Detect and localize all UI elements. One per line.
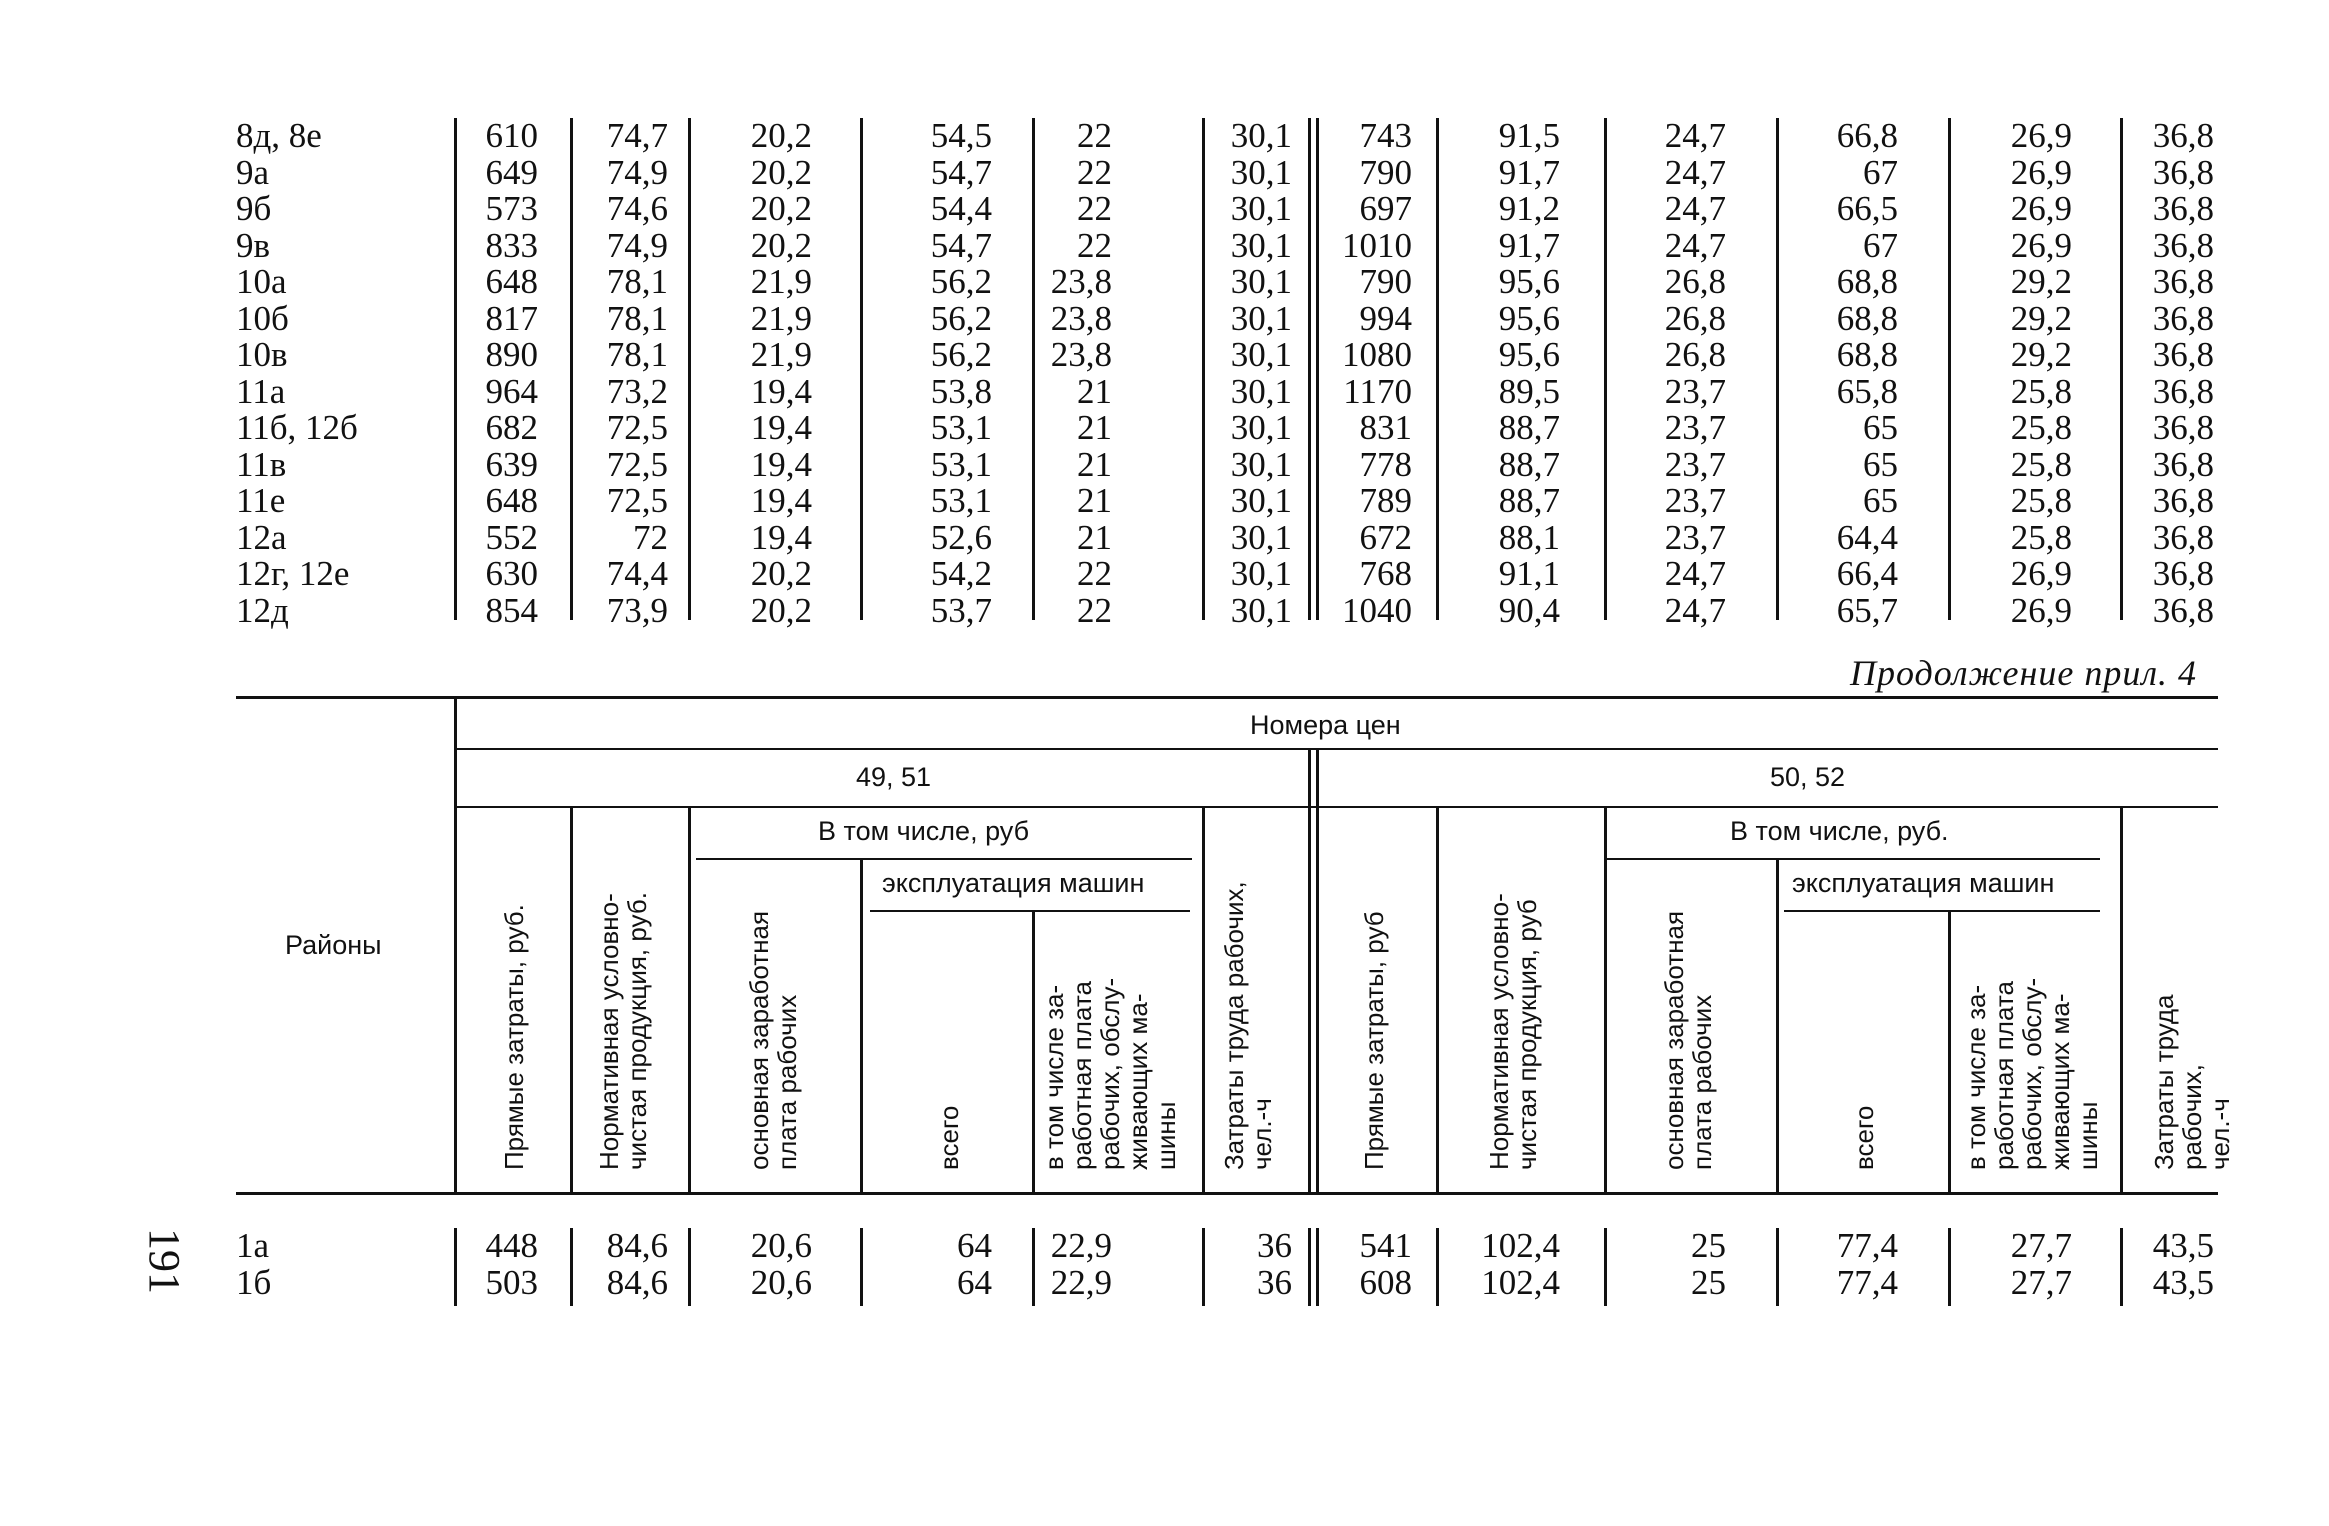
- top-row-cell: 22: [1077, 554, 1112, 593]
- top-row-cell: 26,8: [1664, 298, 1726, 338]
- top-row-cell: 697: [1359, 189, 1412, 228]
- top-row-cell: 994: [1359, 298, 1412, 338]
- column-rule: [1316, 1228, 1319, 1306]
- top-row-cell: 30,1: [1230, 517, 1292, 557]
- rule: [456, 748, 2218, 750]
- top-row-cell: 29,2: [2010, 298, 2072, 338]
- top-row-cell: 20,2: [750, 554, 812, 593]
- top-row-cell: 65,8: [1836, 371, 1898, 411]
- top-row-cell: 72,5: [606, 481, 668, 520]
- top-row-cell: 648: [485, 262, 538, 301]
- column-rule: [1604, 118, 1607, 620]
- top-row-cell: 789: [1359, 481, 1412, 520]
- top-row-cell: 24,7: [1664, 152, 1726, 192]
- top-row-cell: 26,8: [1664, 262, 1726, 301]
- top-row-cell: 833: [485, 225, 538, 265]
- regions-heading: Районы: [285, 930, 382, 960]
- header-bottom-rule: [236, 1192, 2218, 1195]
- header-column-rule: [2120, 806, 2123, 1192]
- bottom-row-cell: 20,6: [750, 1226, 812, 1265]
- top-row-cell: 22: [1077, 225, 1112, 265]
- top-row-cell: 54,2: [930, 554, 992, 593]
- top-row-cell: 36,8: [2152, 554, 2214, 593]
- top-row-cell: 21,9: [750, 262, 812, 301]
- bottom-row-cell: 503: [485, 1262, 538, 1302]
- header-column-rule: [1202, 806, 1205, 1192]
- header-column-rule: [1604, 806, 1607, 1192]
- column-rule: [1948, 118, 1951, 620]
- top-row-region: 11а: [236, 371, 286, 411]
- top-row-cell: 78,1: [606, 298, 668, 338]
- top-row-cell: 639: [485, 444, 538, 484]
- bottom-row-cell: 25: [1691, 1226, 1726, 1265]
- top-row-cell: 53,1: [930, 444, 992, 484]
- top-row-cell: 72,5: [606, 408, 668, 447]
- top-row-region: 11б, 12б: [236, 408, 358, 447]
- rule: [456, 806, 2218, 808]
- column-rule: [1202, 1228, 1205, 1306]
- top-row-cell: 36,8: [2152, 590, 2214, 630]
- top-row-cell: 790: [1359, 152, 1412, 192]
- top-row-cell: 30,1: [1230, 444, 1292, 484]
- normative-left: Нормативная условно- чистая продукция, руб.: [594, 892, 652, 1170]
- machines-left-heading: эксплуатация машин: [882, 868, 1145, 898]
- base-wage-left: основная заработная плата рабочих: [744, 910, 802, 1170]
- top-row-cell: 23,7: [1664, 517, 1726, 557]
- continuation-title: Продолжение прил. 4: [1850, 653, 2198, 693]
- top-row-cell: 21,9: [750, 298, 812, 338]
- column-rule: [1436, 1228, 1439, 1306]
- rule: [1604, 858, 2100, 860]
- top-row-cell: 19,4: [750, 517, 812, 557]
- normative-right: Нормативная условно- чистая продукция, руб: [1484, 893, 1542, 1170]
- top-row-cell: 88,1: [1498, 517, 1560, 557]
- bottom-row-cell: 84,6: [606, 1226, 668, 1265]
- top-row-cell: 21: [1077, 481, 1112, 520]
- column-rule: [454, 1228, 457, 1306]
- bottom-row-cell: 84,6: [606, 1262, 668, 1302]
- top-row-cell: 36,8: [2152, 444, 2214, 484]
- top-row-cell: 30,1: [1230, 152, 1292, 192]
- top-row-cell: 88,7: [1498, 481, 1560, 520]
- top-row-cell: 26,9: [2010, 189, 2072, 228]
- top-row-cell: 29,2: [2010, 262, 2072, 301]
- top-row-cell: 78,1: [606, 262, 668, 301]
- top-row-cell: 743: [1359, 116, 1412, 155]
- header-column-rule: [454, 696, 457, 1192]
- top-row-cell: 65: [1863, 408, 1898, 447]
- top-row-cell: 91,1: [1498, 554, 1560, 593]
- top-row-cell: 26,9: [2010, 554, 2072, 593]
- top-row-cell: 24,7: [1664, 116, 1726, 155]
- top-row-cell: 831: [1359, 408, 1412, 447]
- rule: [870, 910, 1190, 912]
- header-column-rule: [1948, 910, 1951, 1192]
- top-row-cell: 20,2: [750, 225, 812, 265]
- bottom-row-cell: 27,7: [2010, 1262, 2072, 1302]
- top-row-cell: 95,6: [1498, 262, 1560, 301]
- top-row-cell: 19,4: [750, 371, 812, 411]
- bottom-row-cell: 25: [1691, 1262, 1726, 1302]
- top-row-cell: 95,6: [1498, 335, 1560, 374]
- bottom-row-region: 1б: [236, 1262, 272, 1302]
- machines-right-heading: эксплуатация машин: [1792, 868, 2055, 898]
- header-column-rule: [570, 806, 573, 1192]
- top-row-cell: 682: [485, 408, 538, 447]
- top-row-cell: 778: [1359, 444, 1412, 484]
- top-row-cell: 1080: [1342, 335, 1412, 374]
- top-row-cell: 30,1: [1230, 262, 1292, 301]
- top-row-cell: 68,8: [1836, 262, 1898, 301]
- top-row-cell: 30,1: [1230, 335, 1292, 374]
- direct-costs-left: Прямые затраты, руб.: [499, 904, 529, 1170]
- bottom-row-cell: 448: [485, 1226, 538, 1265]
- group-right-heading: 50, 52: [1770, 762, 1846, 792]
- header-column-rule: [688, 806, 691, 1192]
- top-row-cell: 30,1: [1230, 590, 1292, 630]
- labor-right: Затраты труда рабочих, чел.-ч: [2149, 994, 2235, 1170]
- top-row-cell: 72,5: [606, 444, 668, 484]
- column-rule: [1308, 118, 1311, 620]
- top-row-cell: 54,7: [930, 225, 992, 265]
- top-row-cell: 56,2: [930, 298, 992, 338]
- top-row-cell: 26,9: [2010, 590, 2072, 630]
- bottom-row-cell: 64: [957, 1262, 992, 1302]
- bottom-row-cell: 22,9: [1050, 1226, 1112, 1265]
- top-row-region: 12а: [236, 517, 287, 557]
- bottom-row-cell: 22,9: [1050, 1262, 1112, 1302]
- rule: [696, 858, 1192, 860]
- top-row-cell: 23,7: [1664, 481, 1726, 520]
- top-row-cell: 23,7: [1664, 444, 1726, 484]
- top-row-cell: 36,8: [2152, 335, 2214, 374]
- price-numbers-heading: Номера цен: [1250, 710, 1401, 740]
- column-rule: [1032, 1228, 1035, 1306]
- top-row-cell: 25,8: [2010, 517, 2072, 557]
- top-row-cell: 88,7: [1498, 444, 1560, 484]
- column-rule: [1776, 118, 1779, 620]
- direct-costs-right: Прямые затраты, руб: [1359, 911, 1389, 1170]
- bottom-row-cell: 36: [1257, 1262, 1292, 1302]
- top-row-cell: 53,1: [930, 408, 992, 447]
- incl-left-heading: В том числе, руб: [818, 816, 1030, 846]
- column-rule: [688, 1228, 691, 1306]
- top-row-cell: 36,8: [2152, 481, 2214, 520]
- top-row-cell: 26,9: [2010, 116, 2072, 155]
- top-row-cell: 23,7: [1664, 408, 1726, 447]
- header-column-rule: [1032, 910, 1035, 1192]
- page-number: 191: [140, 1228, 189, 1294]
- top-row-cell: 56,2: [930, 262, 992, 301]
- incl-right-heading: В том числе, руб.: [1730, 816, 1949, 846]
- top-row-cell: 74,4: [606, 554, 668, 593]
- header-column-rule: [1316, 748, 1319, 1192]
- column-rule: [1202, 118, 1205, 620]
- top-row-region: 12д: [236, 590, 289, 630]
- bottom-row-cell: 541: [1359, 1226, 1412, 1265]
- top-row-cell: 30,1: [1230, 554, 1292, 593]
- top-row-cell: 854: [485, 590, 538, 630]
- top-row-cell: 672: [1359, 517, 1412, 557]
- column-rule: [1604, 1228, 1607, 1306]
- bottom-row-region: 1а: [236, 1226, 270, 1265]
- top-row-cell: 65: [1863, 481, 1898, 520]
- top-row-cell: 817: [485, 298, 538, 338]
- top-row-region: 12г, 12е: [236, 554, 350, 593]
- top-row-region: 8д, 8е: [236, 116, 322, 155]
- top-row-cell: 53,7: [930, 590, 992, 630]
- top-row-cell: 36,8: [2152, 116, 2214, 155]
- bottom-row-cell: 27,7: [2010, 1226, 2072, 1265]
- column-rule: [1032, 118, 1035, 620]
- top-row-cell: 25,8: [2010, 408, 2072, 447]
- top-row-cell: 22: [1077, 116, 1112, 155]
- top-row-cell: 36,8: [2152, 262, 2214, 301]
- top-row-cell: 54,5: [930, 116, 992, 155]
- top-row-cell: 65,7: [1836, 590, 1898, 630]
- top-row-cell: 26,9: [2010, 152, 2072, 192]
- top-row-cell: 68,8: [1836, 335, 1898, 374]
- top-row-cell: 25,8: [2010, 371, 2072, 411]
- top-row-region: 9а: [236, 152, 270, 192]
- column-rule: [2120, 1228, 2123, 1306]
- top-row-cell: 74,9: [606, 225, 668, 265]
- top-row-cell: 552: [485, 517, 538, 557]
- top-row-cell: 66,4: [1836, 554, 1898, 593]
- top-row-cell: 36,8: [2152, 371, 2214, 411]
- top-row-cell: 91,2: [1498, 189, 1560, 228]
- top-row-cell: 91,7: [1498, 225, 1560, 265]
- top-row-cell: 89,5: [1498, 371, 1560, 411]
- top-row-cell: 67: [1863, 152, 1898, 192]
- top-row-cell: 91,5: [1498, 116, 1560, 155]
- top-row-cell: 52,6: [930, 517, 992, 557]
- top-row-cell: 95,6: [1498, 298, 1560, 338]
- top-row-cell: 30,1: [1230, 481, 1292, 520]
- top-row-cell: 22: [1077, 189, 1112, 228]
- labor-left: Затраты труда рабочих, чел.-ч: [1219, 881, 1277, 1170]
- top-row-cell: 24,7: [1664, 590, 1726, 630]
- top-row-cell: 22: [1077, 152, 1112, 192]
- column-rule: [2120, 118, 2123, 620]
- bottom-row-cell: 64: [957, 1226, 992, 1265]
- bottom-row-cell: 43,5: [2152, 1226, 2214, 1265]
- top-row-cell: 90,4: [1498, 590, 1560, 630]
- top-row-cell: 1170: [1343, 371, 1412, 411]
- column-rule: [860, 1228, 863, 1306]
- top-row-cell: 23,7: [1664, 371, 1726, 411]
- top-row-cell: 23,8: [1050, 262, 1112, 301]
- bottom-row-cell: 77,4: [1836, 1262, 1898, 1302]
- top-row-cell: 20,2: [750, 152, 812, 192]
- top-row-cell: 91,7: [1498, 152, 1560, 192]
- column-rule: [454, 118, 457, 620]
- top-row-cell: 19,4: [750, 444, 812, 484]
- top-row-cell: 19,4: [750, 408, 812, 447]
- top-row-cell: 30,1: [1230, 116, 1292, 155]
- rule: [1784, 910, 2100, 912]
- header-top-rule: [236, 696, 2218, 699]
- group-left-heading: 49, 51: [856, 762, 932, 792]
- top-row-cell: 30,1: [1230, 189, 1292, 228]
- top-row-cell: 54,7: [930, 152, 992, 192]
- header-column-rule: [860, 858, 863, 1192]
- top-row-cell: 21,9: [750, 335, 812, 374]
- top-row-cell: 66,8: [1836, 116, 1898, 155]
- top-row-region: 9в: [236, 225, 271, 265]
- top-row-region: 9б: [236, 189, 272, 228]
- top-row-cell: 74,7: [606, 116, 668, 155]
- top-row-cell: 23,8: [1050, 298, 1112, 338]
- top-row-cell: 964: [485, 371, 538, 411]
- top-row-cell: 29,2: [2010, 335, 2072, 374]
- top-row-cell: 20,2: [750, 590, 812, 630]
- column-rule: [688, 118, 691, 620]
- top-row-cell: 630: [485, 554, 538, 593]
- top-row-cell: 74,6: [606, 189, 668, 228]
- top-row-cell: 36,8: [2152, 517, 2214, 557]
- top-row-cell: 1010: [1342, 225, 1412, 265]
- top-row-cell: 768: [1359, 554, 1412, 593]
- top-row-cell: 610: [485, 116, 538, 155]
- header-column-rule: [1308, 748, 1311, 1192]
- bottom-row-cell: 43,5: [2152, 1262, 2214, 1302]
- column-rule: [570, 118, 573, 620]
- top-row-cell: 23,8: [1050, 335, 1112, 374]
- column-rule: [1316, 118, 1319, 620]
- top-row-cell: 26,8: [1664, 335, 1726, 374]
- top-row-cell: 36,8: [2152, 189, 2214, 228]
- top-row-cell: 74,9: [606, 152, 668, 192]
- top-row-cell: 78,1: [606, 335, 668, 374]
- top-row-region: 11е: [236, 481, 286, 520]
- top-row-cell: 26,9: [2010, 225, 2072, 265]
- top-row-region: 10в: [236, 335, 288, 374]
- top-row-cell: 36,8: [2152, 408, 2214, 447]
- header-column-rule: [1436, 806, 1439, 1192]
- header-column-rule: [1776, 858, 1779, 1192]
- top-row-cell: 30,1: [1230, 408, 1292, 447]
- top-row-cell: 88,7: [1498, 408, 1560, 447]
- top-row-cell: 25,8: [2010, 481, 2072, 520]
- column-rule: [1776, 1228, 1779, 1306]
- top-row-cell: 65: [1863, 444, 1898, 484]
- top-row-cell: 22: [1077, 590, 1112, 630]
- bottom-row-cell: 608: [1359, 1262, 1412, 1302]
- top-row-cell: 24,7: [1664, 189, 1726, 228]
- top-row-cell: 21: [1077, 408, 1112, 447]
- top-row-cell: 20,2: [750, 116, 812, 155]
- column-rule: [570, 1228, 573, 1306]
- top-row-cell: 20,2: [750, 189, 812, 228]
- top-row-cell: 56,2: [930, 335, 992, 374]
- bottom-row-cell: 102,4: [1481, 1226, 1560, 1265]
- top-row-cell: 19,4: [750, 481, 812, 520]
- top-row-cell: 790: [1359, 262, 1412, 301]
- bottom-row-cell: 77,4: [1836, 1226, 1898, 1265]
- top-row-cell: 66,5: [1836, 189, 1898, 228]
- top-row-cell: 1040: [1342, 590, 1412, 630]
- bottom-row-cell: 36: [1257, 1226, 1292, 1265]
- top-row-cell: 890: [485, 335, 538, 374]
- top-row-cell: 30,1: [1230, 225, 1292, 265]
- base-wage-right: основная заработная плата рабочих: [1659, 910, 1717, 1170]
- top-row-cell: 68,8: [1836, 298, 1898, 338]
- top-row-region: 11в: [236, 444, 287, 484]
- top-row-region: 10а: [236, 262, 287, 301]
- top-row-cell: 53,8: [930, 371, 992, 411]
- top-row-cell: 25,8: [2010, 444, 2072, 484]
- top-row-cell: 36,8: [2152, 298, 2214, 338]
- top-row-cell: 73,9: [606, 590, 668, 630]
- column-rule: [1436, 118, 1439, 620]
- incl-wage-right: в том числе за- работная плата рабочих, обслу- живающих ма- шины: [1961, 977, 2103, 1170]
- incl-wage-left: в том числе за- работная плата рабочих, обслу- живающих ма- шины: [1039, 977, 1181, 1170]
- top-row-cell: 648: [485, 481, 538, 520]
- top-row-cell: 24,7: [1664, 225, 1726, 265]
- top-row-cell: 30,1: [1230, 298, 1292, 338]
- top-row-cell: 64,4: [1836, 517, 1898, 557]
- total-left: всего: [934, 1105, 964, 1170]
- top-row-cell: 649: [485, 152, 538, 192]
- top-row-cell: 73,2: [606, 371, 668, 411]
- top-row-cell: 36,8: [2152, 225, 2214, 265]
- top-row-cell: 53,1: [930, 481, 992, 520]
- column-rule: [860, 118, 863, 620]
- top-row-cell: 72: [633, 517, 668, 557]
- top-row-cell: 24,7: [1664, 554, 1726, 593]
- column-rule: [1308, 1228, 1311, 1306]
- top-row-cell: 573: [485, 189, 538, 228]
- column-rule: [1948, 1228, 1951, 1306]
- top-row-cell: 30,1: [1230, 371, 1292, 411]
- bottom-row-cell: 102,4: [1481, 1262, 1560, 1302]
- top-row-region: 10б: [236, 298, 289, 338]
- top-row-cell: 21: [1077, 371, 1112, 411]
- top-row-cell: 54,4: [930, 189, 992, 228]
- top-row-cell: 67: [1863, 225, 1898, 265]
- total-right: всего: [1849, 1105, 1879, 1170]
- top-row-cell: 21: [1077, 517, 1112, 557]
- bottom-row-cell: 20,6: [750, 1262, 812, 1302]
- top-row-cell: 21: [1077, 444, 1112, 484]
- top-row-cell: 36,8: [2152, 152, 2214, 192]
